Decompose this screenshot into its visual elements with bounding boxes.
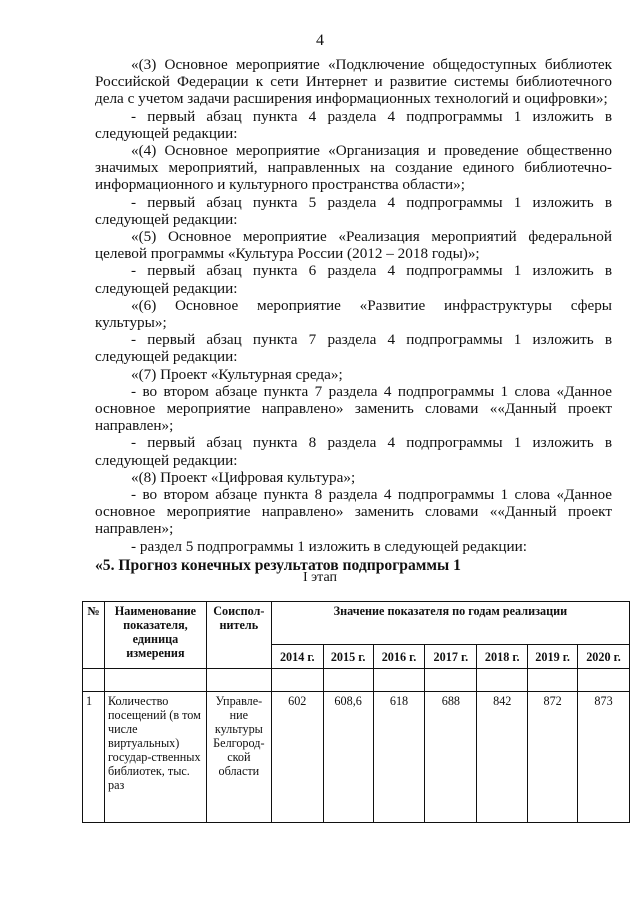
header-year: 2014 г. bbox=[271, 645, 323, 669]
row-value: 872 bbox=[528, 692, 578, 823]
paragraph: - во втором абзаце пункта 8 раздела 4 подпрограммы 1 слова «Данное основное мероприятие направлено» заменить словами ««Данный проект направлен»; bbox=[95, 486, 612, 538]
row-value: 602 bbox=[271, 692, 323, 823]
header-name: Наименование показателя, единица измерения bbox=[104, 602, 206, 669]
paragraph: «(6) Основное мероприятие «Развитие инфраструктуры сферы культуры»; bbox=[95, 296, 612, 332]
stage-label: I этап bbox=[303, 570, 337, 585]
page-number: 4 bbox=[316, 32, 324, 49]
paragraph: - первый абзац пункта 8 раздела 4 подпрограммы 1 изложить в следующей редакции: bbox=[95, 434, 612, 469]
paragraph: - первый абзац пункта 5 раздела 4 подпрограммы 1 изложить в следующей редакции: bbox=[95, 193, 612, 228]
header-year: 2018 г. bbox=[477, 645, 528, 669]
paragraph: - во втором абзаце пункта 7 раздела 4 подпрограммы 1 слова «Данное основное мероприятие направлено» заменить словами ««Данный проект направлен»; bbox=[95, 382, 612, 435]
header-year: 2016 г. bbox=[373, 645, 425, 669]
paragraph: - первый абзац пункта 4 раздела 4 подпрограммы 1 изложить в следующей редакции: bbox=[95, 107, 612, 142]
table-row bbox=[83, 692, 630, 823]
row-value: 618 bbox=[373, 692, 425, 823]
paragraph: «(7) Проект «Культурная среда»; bbox=[131, 365, 343, 383]
header-year: 2017 г. bbox=[425, 645, 477, 669]
paragraph: «(4) Основное мероприятие «Организация и проведение общественно значимых мероприятий, направленных на создание единого библиотечно-информационного и культурного пространства области»; bbox=[95, 142, 612, 194]
results-table bbox=[82, 601, 630, 823]
row-num: 1 bbox=[83, 692, 105, 823]
header-values-group: Значение показателя по годам реализации bbox=[271, 602, 629, 645]
table-spacer-row bbox=[83, 669, 630, 692]
row-name: Количество посещений (в том числе виртуальных) государ-ственных библиотек, тыс. раз bbox=[104, 692, 206, 823]
paragraph: - первый абзац пункта 6 раздела 4 подпрограммы 1 изложить в следующей редакции: bbox=[95, 262, 612, 297]
section-heading: «5. Прогноз конечных результатов подпрограммы 1 bbox=[95, 556, 461, 574]
header-year: 2015 г. bbox=[323, 645, 373, 669]
paragraph: «(8) Проект «Цифровая культура»; bbox=[131, 468, 356, 486]
header-year: 2019 г. bbox=[528, 645, 578, 669]
header-year: 2020 г. bbox=[578, 645, 630, 669]
header-executor: Соиспол-нитель bbox=[206, 602, 271, 669]
paragraph: - раздел 5 подпрограммы 1 изложить в следующей редакции: bbox=[131, 537, 527, 555]
row-executor: Управле-ние культуры Белгород-ской области bbox=[206, 692, 271, 823]
row-value: 873 bbox=[578, 692, 630, 823]
paragraph: - первый абзац пункта 7 раздела 4 подпрограммы 1 изложить в следующей редакции: bbox=[95, 331, 612, 366]
document-body bbox=[95, 56, 612, 574]
header-num: № bbox=[83, 602, 105, 669]
paragraph: «(3) Основное мероприятие «Подключение общедоступных библиотек Российской Федерации к сети Интернет и развитие системы библиотечного дела с учетом задачи расширения информационных технологий и оцифровки»; bbox=[95, 56, 612, 108]
row-value: 688 bbox=[425, 692, 477, 823]
table-header-row bbox=[83, 602, 630, 645]
row-value: 842 bbox=[477, 692, 528, 823]
row-value: 608,6 bbox=[323, 692, 373, 823]
paragraph: «(5) Основное мероприятие «Реализация мероприятий федеральной целевой программы «Культура России (2012 – 2018 годы)»; bbox=[95, 228, 612, 263]
